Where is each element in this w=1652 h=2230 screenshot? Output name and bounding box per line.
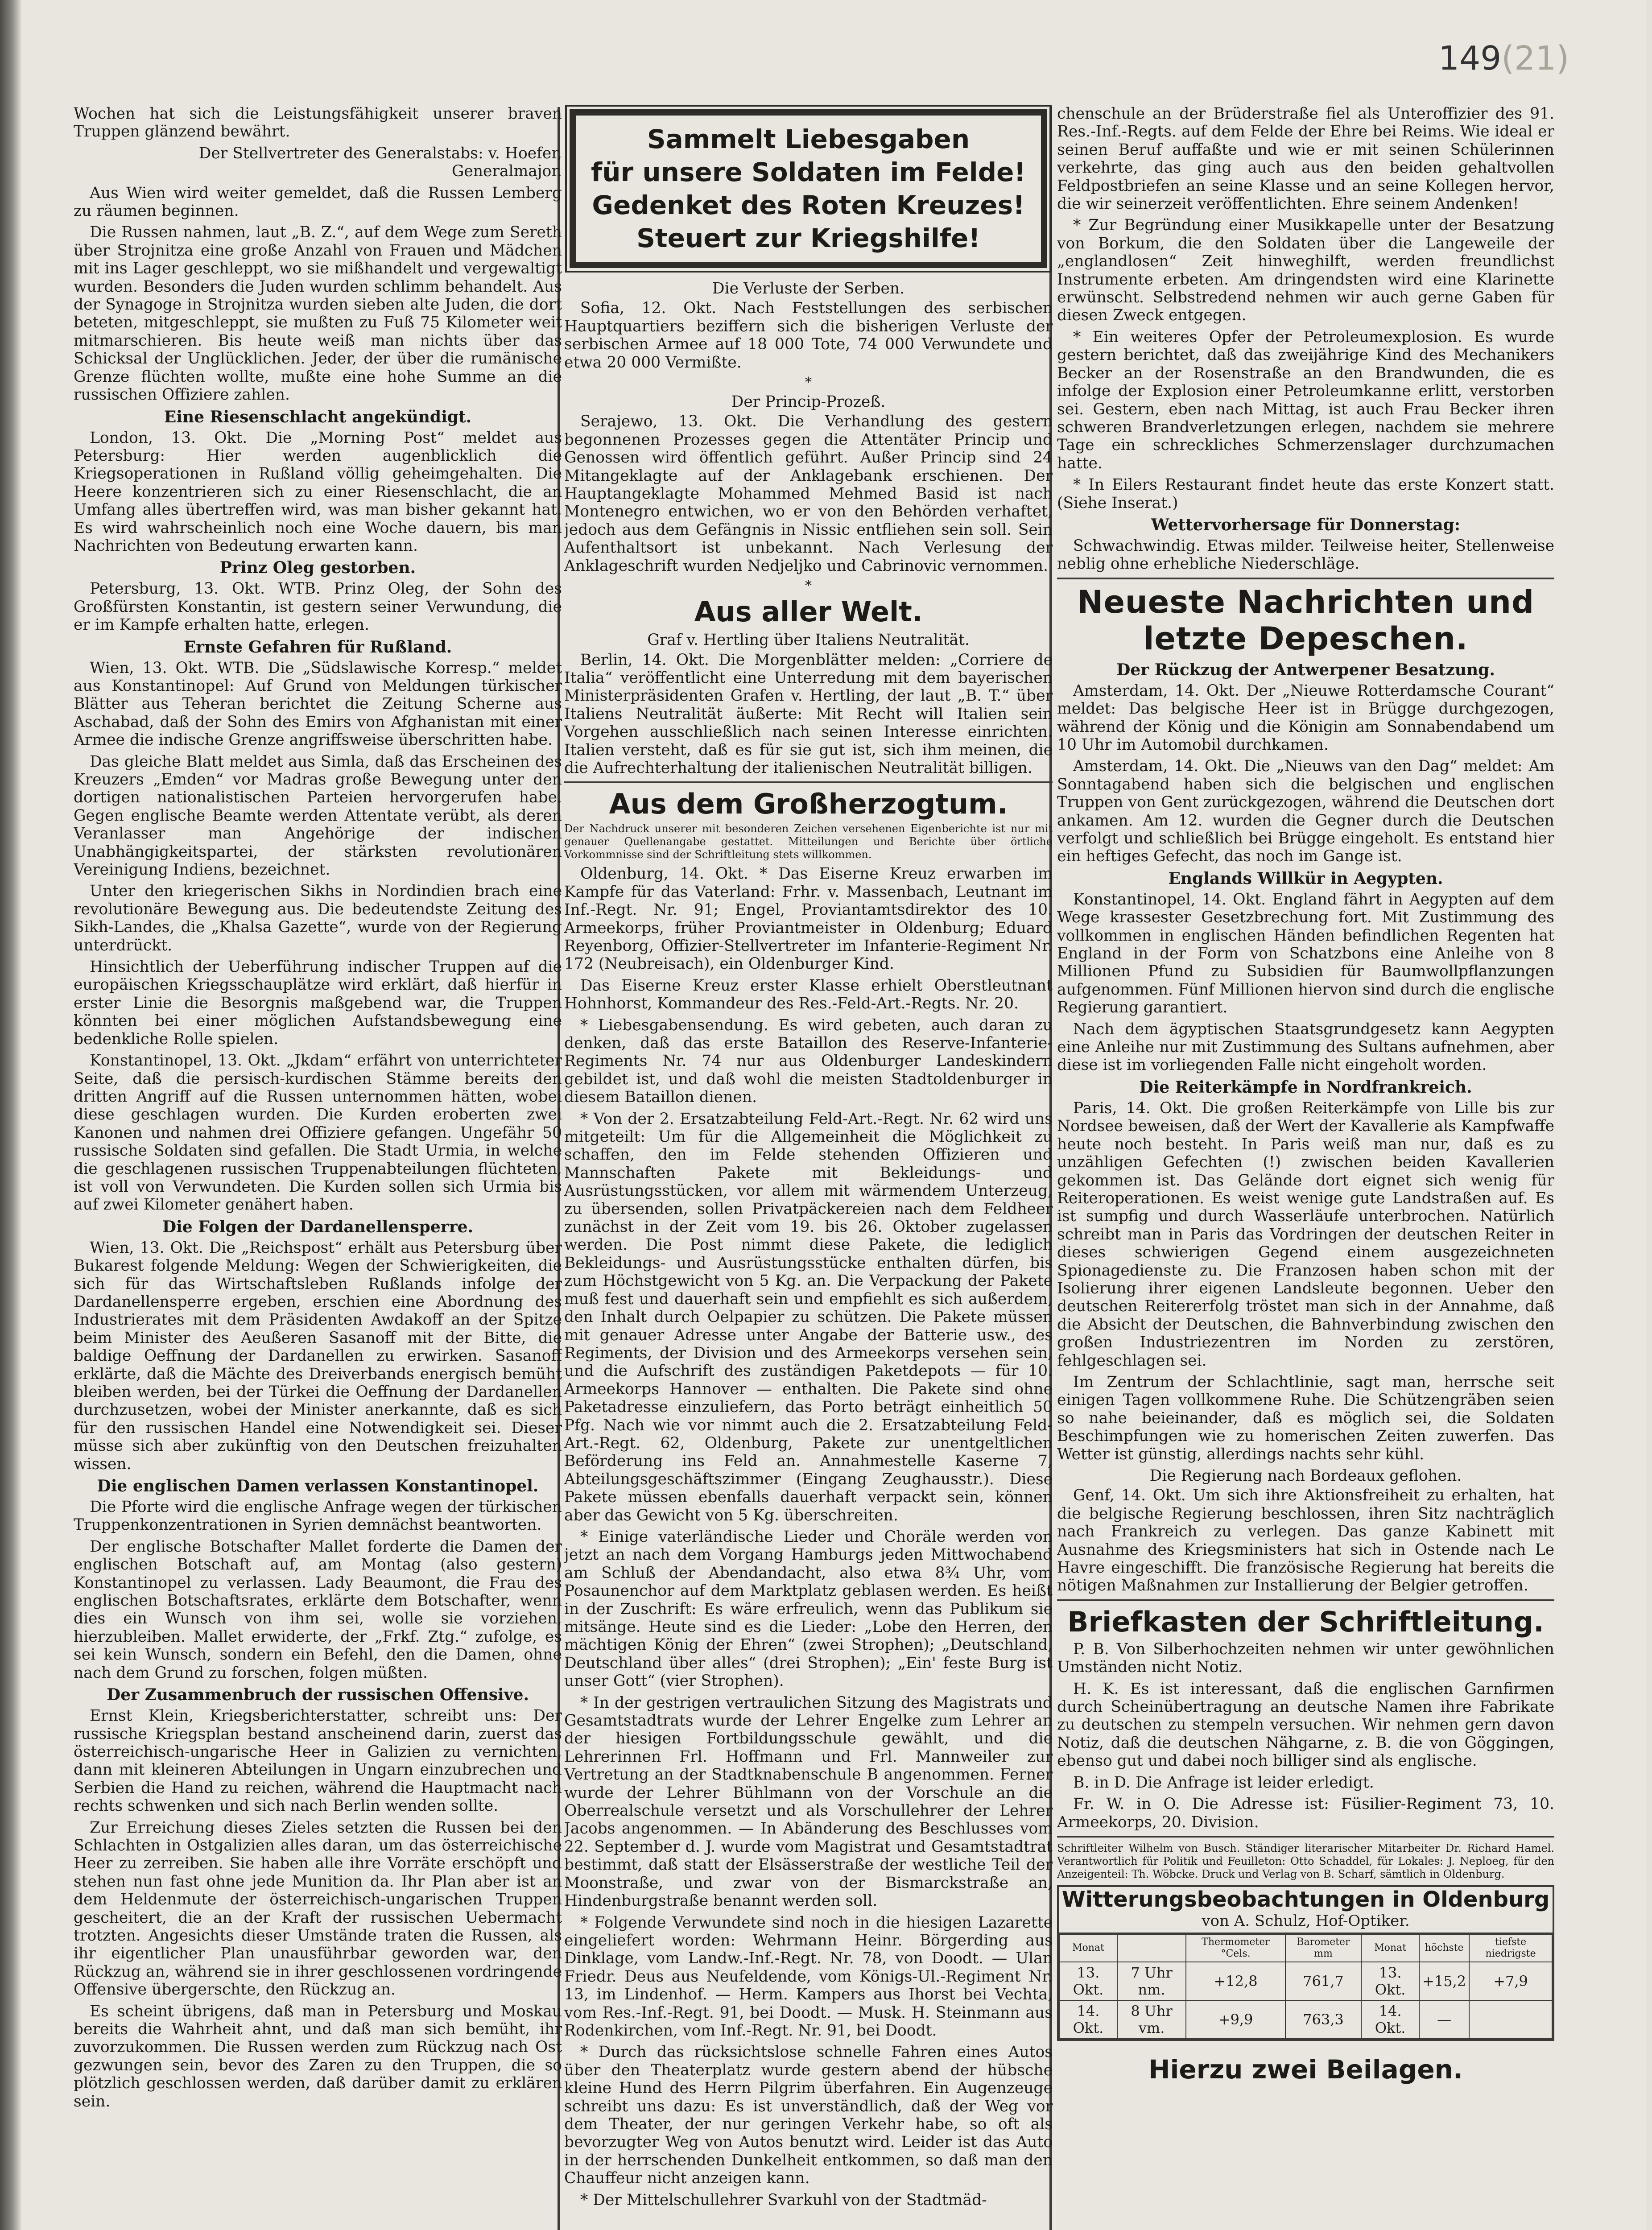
paragraph: B. in D. Die Anfrage ist leider erledigt. (1073, 1773, 1374, 1792)
headline: Die Folgen der Dardanellensperre. (162, 1217, 474, 1236)
headline: Die Regierung nach Bordeaux geflohen. (1149, 1467, 1462, 1485)
paragraph: * Der Mittelschullehrer Svarkuhl von der Stadtmäd- (580, 2191, 987, 2209)
table-cell: 14. Okt. (1059, 2000, 1117, 2039)
paragraph: Petersburg, 13. Okt. WTB. Prinz Oleg, der Sohn des Großfürsten Konstantin, ist gestern seiner Verwundung, die er im Kampfe erhalten hatte, erlegen. (74, 580, 562, 634)
column-1 (74, 105, 562, 2230)
paragraph: Ernst Klein, Kriegsberichterstatter, schreibt uns: Der russische Kriegsplan bestand anscheinend darin, zuerst das österreichisch-ungarische Heer in Galizien zu vernichten, dann mit kleineren Abteilungen in Ungarn einzubrechen und Serbien die Hand zu reichen, während die Hauptmacht nach rechts schwenken und sich nach Berlin wenden sollte. (74, 1707, 562, 1815)
supplement-note: Hierzu zwei Beilagen. (1148, 2054, 1463, 2085)
paragraph: * Durch das rücksichtslose schnelle Fahren eines Autos über den Theaterplatz wurde gestern abend der hübsche kleine Hund des Herrn Pilgrim überfahren. Ein Augenzeuge schreibt uns dazu: Es ist unverständlich, daß der Weg vor dem Theater, der nur geringen Verkehr habe, so oft als bevorzugter Weg von Autos benutzt wird. Leider ist das Auto in der herrschenden Dunkelheit entkommen, so daß man den Chauffeur nicht anzeigen kann. (564, 2043, 1053, 2188)
headline: Der Princip-Prozeß. (731, 393, 886, 411)
column-3 (1057, 105, 1554, 2230)
paragraph: Hinsichtlich der Ueberführung indischer Truppen auf die europäischen Kriegsschauplätze wird erklärt, daß hierfür in erster Linie die Besorgnis maßgebend war, die Truppen könnten bei einer möglichen Aufstandsbewegung eine bedenkliche Rolle spielen. (74, 958, 562, 1048)
weather-table-title: Witterungsbeobachtungen in Oldenburg (1061, 1887, 1550, 1912)
paragraph: Paris, 14. Okt. Die großen Reiterkämpfe von Lille bis zur Nordsee beweisen, daß der Wert der Kavallerie als Kampfwaffe heute noch besteht. In Paris weiß man nur, daß es zu unzähligen Gefechten (!) zwischen beiden Kavallerien gekommen ist. Das Gelände dort eignet sich wenig für Reiteroperationen. Es weist wenige gute Landstraßen auf. Es ist sumpfig und durch Wasserläufe unterbrochen. Natürlich schreibt man in Paris das Vordringen der deutschen Reiter in dieses schwierigen Gegend einem ausgezeichneten Spionagedienste zu. Die Franzosen haben schon mit der Isolierung ihrer eigenen Landsleute begonnen. Ueber den deutschen Reitererfolg tröstet man sich in der Annahme, daß die Absicht der Deutschen, die Bahnverbindung zwischen den großen Industriezentren im Norden zu zerstören, fehlgeschlagen sei. (1057, 1099, 1554, 1370)
paragraph: Nach dem ägyptischen Staatsgrundgesetz kann Aegypten eine Anleihe nur mit Zustimmung des Sultans aufnehmen, aber diese ist im vorliegenden Falle nicht eingeholt worden. (1057, 1020, 1554, 1074)
table-cell: +15,2 (1419, 1962, 1469, 2000)
table-header: Thermometer °Cels. (1186, 1934, 1285, 1962)
headline: Die Verluste der Serben. (712, 280, 905, 297)
paragraph: Amsterdam, 14. Okt. Die „Nieuws van den Dag“ meldet: Am Sonntagabend haben sich die belgischen und englischen Truppen von Gent zurückgezogen, während die Deutschen dort ankamen. Am 12. wurden die Gegner durch die Deutschen verfolgt und schließlich bei Brügge eingeholt. Es entstand hier ein heftiges Gefecht, das noch im Gange ist. (1057, 757, 1554, 866)
paragraph: Serajewo, 13. Okt. Die Verhandlung des gestern begonnenen Prozesses gegen die Attentäter Princip und Genossen wird öffentlich geführt. Außer Princip sind 24 Mitangeklagte auf der Anklagebank erschienen. Der Hauptangeklagte Mohammed Mehmed Basid ist nach Montenegro entwichen, wo er von den Behörden verhaftet, jedoch aus dem Gefängnis in Nissic entfliehen sein soll. Sein Aufenthaltsort ist unbekannt. Nach Verlesung der Anklageschrift wurden Nedjeljko und Cabrinovic vernommen. (564, 413, 1053, 575)
signature: Der Stellvertreter des Generalstabs: v. Hoefer, Generalmajor. (198, 144, 562, 181)
table-header: Monat (1059, 1934, 1117, 1962)
table-header: tiefste niedrigste (1469, 1934, 1552, 1962)
paragraph: Zur Erreichung dieses Zieles setzten die Russen bei den Schlachten in Ostgalizien alles daran, um das österreichische Heer zu zerreiben. Sie haben alle ihre Vorräte erschöpft und stehen nun fast ohne jede Munition da. Ihr Plan aber ist an dem Heldenmute der österreichisch-ungarischen Truppen gescheitert, die an der Kraft der russischen Uebermacht trotzten. Angesichts dieser Umstände traten die Russen, als ihr eigentlicher Plan unausführbar geworden war, den Rückzug an, während sie in ihrer geschlossenen vordringende Offensive übergerschte, den Rückzug an. (74, 1818, 562, 1999)
appeal-line: Gedenket des Roten Kreuzes! (592, 190, 1025, 220)
section-title: Briefkasten der Schriftleitung. (1067, 1605, 1544, 1638)
section-title: Aus aller Welt. (694, 595, 923, 628)
reprint-note: Der Nachdruck unserer mit besonderen Zeichen versehenen Eigenberichte ist nur mit genauer Quellenangabe gestattet. Mitteilungen und Berichte über örtliche Vorkommnisse sind der Schriftleitung stets willkommen. (564, 822, 1053, 861)
paragraph: * In Eilers Restaurant findet heute das erste Konzert statt. (Siehe Inserat.) (1057, 476, 1554, 512)
weather-observations (1057, 1885, 1554, 2041)
appeal-line: für unsere Soldaten im Felde! (591, 157, 1026, 187)
column-2 (564, 105, 1053, 2230)
paragraph: Das Eiserne Kreuz erster Klasse erhielt Oberstleutnant Hohnhorst, Kommandeur des Res.-Feld-Art.-Regts. Nr. 20. (564, 976, 1053, 1013)
table-cell: 13. Okt. (1059, 1962, 1117, 2000)
weather-table-subtitle: von A. Schulz, Hof-Optiker. (1059, 1912, 1553, 1934)
headline: Der Rückzug der Antwerpener Besatzung. (1116, 660, 1495, 679)
page-binding-edge (0, 0, 21, 2230)
paragraph: Der englische Botschafter Mallet forderte die Damen der englischen Botschaft auf, am Montag (also gestern) Konstantinopel zu verlassen. Lady Beaumont, die Frau des englischen Botschaftsrates, erklärte dem Botschafter, wenn dies ein Wunsch von ihm sei, wolle sie vorziehen, hierzubleiben. Mallet erwiderte, der „Frkf. Ztg.“ zufolge, es sei kein Wunsch, sondern ein Befehl, den die Damen, ohne nach dem Grund zu forschen, folgen müßten. (74, 1537, 562, 1682)
table-header (1117, 1934, 1186, 1962)
table-header: Barometer mm (1285, 1934, 1361, 1962)
table-row (1059, 2000, 1552, 2039)
page-number-value: 149 (1438, 39, 1502, 78)
paragraph: London, 13. Okt. Die „Morning Post“ meldet aus Petersburg: Hier werden augenblicklich die Kriegsoperationen in Rußland völlig geheimgehalten. Die Heere konzentrieren sich zu einer Riesenschlacht, die an Umfang alles übertreffen wird, was man bisher gekannt hat. Es wird wahrscheinlich noch eine Woche dauern, bis man Nachrichten von Bedeutung erwarten kann. (74, 429, 562, 555)
divider (1057, 1599, 1554, 1601)
paragraph: Die Russen nahmen, laut „B. Z.“, auf dem Wege zum Sereth über Strojnitza eine große Anzahl von Frauen und Mädchen mit ins Lager geschleppt, wo sie mißhandelt und vergewaltigt wurden. Besonders die Juden wurden schlimm behandelt. Aus der Synagoge in Strojnitza wurden sieben alte Juden, die dort beteten, mitgeschleppt, sie mußten zu Fuß 75 Kilometer weit mitmarschieren. Bis heute weiß man nichts über das Schicksal der Unglücklichen. Jeder, der über die rumänische Grenze flüchten wollte, mußte eine hohe Summe an die russischen Offiziere zahlen. (74, 223, 562, 404)
divider (1057, 1836, 1554, 1838)
paragraph: Amsterdam, 14. Okt. Der „Nieuwe Rotterdamsche Courant“ meldet: Das belgische Heer ist in Brügge durchgezogen, während der König und die Königin am Sonnabendabend um 10 Uhr im Automobil durchkamen. (1057, 681, 1554, 754)
paragraph: Im Zentrum der Schlachtlinie, sagt man, herrsche seit einigen Tagen vollkommene Ruhe. Die Schützengräben seien so nahe beieinander, daß es möglich sei, die Soldaten Beschimpfungen wie zu homerischen Zeiten zuwerfen. Das Wetter ist günstig, allerdings nachts sehr kühl. (1057, 1373, 1554, 1463)
paragraph: * Ein weiteres Opfer der Petroleumexplosion. Es wurde gestern berichtet, daß das zweijährige Kind des Mechanikers Becker an der Rosenstraße an den Brandwunden, die es infolge der Explosion einer Petroleumkanne erlitt, verstorben sei. Gestern, eben nach Mittag, ist auch Frau Becker ihren schweren Brandverletzungen erlegen, nachdem sie mehrere Tage ein schreckliches Schmerzenslager durchzumachen hatte. (1057, 328, 1554, 472)
paragraph: Wien, 13. Okt. WTB. Die „Südslawische Korresp.“ meldet aus Konstantinopel: Auf Grund von Meldungen türkischer Blätter aus Teheran berichtet die Zeitung Scherne aus Aschabad, daß der Sohn des Emirs von Afghanistan mit einer Armee die indische Grenze angriffsweise überschritten habe. (74, 659, 562, 749)
weather-forecast: Schwachwindig. Etwas milder. Teilweise heiter, Stellenweise neblig ohne erhebliche Niederschläge. (1057, 537, 1554, 573)
table-cell (1469, 2000, 1552, 2039)
page-number-faint: (21) (1501, 39, 1569, 78)
table-cell: +12,8 (1186, 1962, 1285, 2000)
paragraph: Oldenburg, 14. Okt. * Das Eiserne Kreuz erwarben im Kampfe für das Vaterland: Frhr. v. Massenbach, Leutnant im Inf.-Regt. Nr. 91; Engel, Proviantamtsdirektor des 10. Armeekorps, früher Proviantmeister in Oldenburg; Eduard Reyenborg, Offizier-Stellvertreter im Infanterie-Regiment Nr. 172 (Neubreisach), ein Oldenburger Kind. (564, 865, 1053, 973)
section-title: Aus dem Großherzogtum. (609, 788, 1008, 821)
divider (564, 781, 1053, 783)
weather-table (1059, 1934, 1553, 2039)
appeal-line: Sammelt Liebesgaben (647, 124, 970, 154)
paragraph: Sofia, 12. Okt. Nach Feststellungen des serbischen Hauptquartiers beziffern sich die bisherigen Verluste der serbischen Armee auf 18 000 Tote, 74 000 Verwundete und etwa 20 000 Vermißte. (564, 299, 1053, 372)
paragraph: chenschule an der Brüderstraße fiel als Unteroffizier des 91. Res.-Inf.-Regts. auf dem Felde der Ehre bei Reims. Wie ideal er seinen Beruf auffaßte und wie er mit seinen Schülerinnen verkehrte, das ging auch aus den beiden gehaltvollen Feldpostbriefen an seine Klasse und an seine Kollegen hervor, die wir seinerzeit veröffentlichten. Ehre seinem Andenken! (1057, 105, 1554, 213)
table-header: Monat (1361, 1934, 1419, 1962)
section-title: Neueste Nachrichten und letzte Depeschen. (1077, 583, 1535, 657)
table-cell: 14. Okt. (1361, 2000, 1419, 2039)
paragraph: * Zur Begründung einer Musikkapelle unter der Besatzung von Borkum, die den Soldaten über die Langeweile der „englandlosen“ Zeit hinweghilft, werden freundlichst Instrumente erbeten. Am dringendsten wird eine Klarinette erwünscht. Selbstredend nehmen wir auch gerne Gaben für diesen Zweck entgegen. (1057, 216, 1554, 325)
paragraph: Konstantinopel, 13. Okt. „Jkdam“ erfährt von unterrichteter Seite, daß die persisch-kurdischen Stämme bereits den dritten Angriff auf die Russen unternommen hätten, wobei diese geschlagen wurden. Die Kurden eroberten zwei Kanonen und nahmen drei Offiziere gefangen. Ungefähr 50 russische Soldaten sind gefallen. Die Stadt Urmia, in welche die geschlagenen russischen Truppenabteilungen flüchteten, ist voll von Verwundeten. Die Kurden sollen sich Urmia bis auf zwei Kilometer genähert haben. (74, 1052, 562, 1214)
headline: Der Zusammenbruch der russischen Offensive. (106, 1685, 529, 1705)
paragraph: Wien, 13. Okt. Die „Reichspost“ erhält aus Petersburg über Bukarest folgende Meldung: Wegen der Schwierigkeiten, die sich für das Wirtschaftsleben Rußlands infolge der Dardanellensperre ergeben, erschien eine Abordnung des Industrierates mit dem Präsidenten Awdakoff an der Spitze beim Minister des Aeußeren Sasanoff mit der Bitte, die baldige Oeffnung der Dardanellen zu erwirken. Sasanoff erklärte, daß die Mächte des Dreiverbands energisch bemüht bleiben werden, bei der Türkei die Oeffnung der Dardanellen durchzusetzen, wobei der Minister anerkannte, daß es sich für den russischen Handel eine Notwendigkeit sei. Dieser müsse sich aber zukünftig von den Deutschen freizuhalten wissen. (74, 1239, 562, 1473)
paragraph: * Einige vaterländische Lieder und Choräle werden von jetzt an nach dem Vorgang Hamburgs jeden Mittwochabend am Schluß der Abendandacht, also etwa 8¾ Uhr, vom Posaunenchor auf dem Marktplatz geblasen werden. Es heißt in der Zuschrift: Es wäre erfreulich, wenn das Publikum sie mitsänge. Heute sind es die Lieder: „Lobe den Herren, den mächtigen König der Ehren“ (zwei Strophen); „Deutschland, Deutschland über alles“ (drei Strophen); „Ein' feste Burg ist unser Gott“ (vier Strophen). (564, 1528, 1053, 1690)
table-header: höchste (1419, 1934, 1469, 1962)
separator-star: * (805, 375, 812, 391)
paragraph: Berlin, 14. Okt. Die Morgenblätter melden: „Corriere de Italia“ veröffentlicht eine Unterredung mit dem bayerischen Ministerpräsidenten Grafen v. Hertling, der laut „B. T.“ über Italiens Neutralität äußerte: Mit Recht will Italien sein Vorgehen ausschließlich nach seinen Interesse einrichten. Italien versteht, daß es für sie gut ist, sich ihm meinen, die die Aufrechterhaltung der italienischen Neutralität billigen. (564, 651, 1053, 777)
paragraph: Fr. W. in O. Die Adresse ist: Füsilier-Regiment 73, 10. Armeekorps, 20. Division. (1057, 1795, 1554, 1831)
appeal-line: Steuert zur Kriegshilfe! (636, 223, 980, 253)
headline: Englands Willkür in Aegypten. (1168, 869, 1443, 888)
paragraph: H. K. Es ist interessant, daß die englischen Garnfirmen durch Scheinübertragung an deutsche Namen ihre Fabrikate zu deutschen zu stempeln versuchen. Wir nehmen gern davon Notiz, daß die deutschen Nähgarne, z. B. die von Göggingen, ebenso gut und dabei noch billiger sind als englische. (1057, 1680, 1554, 1770)
headline: Ernste Gefahren für Rußland. (183, 637, 452, 657)
paragraph: Es scheint übrigens, daß man in Petersburg und Moskau bereits die Wahrheit ahnt, und daß man sich bemüht, ihr zuvorzukommen. Die Russen werden zum Rückzug nach Ost gezwungen sein, bevor des Zaren zu den Truppen, die so plötzlich geschlossen werden, daß darüber damit zu erklären sein. (74, 2002, 562, 2110)
table-cell: 7 Uhr nm. (1117, 1962, 1186, 2000)
headline: Graf v. Hertling über Italiens Neutralität. (647, 631, 970, 649)
paragraph: * Von der 2. Ersatzabteilung Feld-Art.-Regt. Nr. 62 wird uns mitgeteilt: Um für die Allgemeinheit die Möglichkeit zu schaffen, den im Felde stehenden Offizieren und Mannschaften Pakete mit Bekleidungs- und Ausrüstungsstücken, vor allem mit wärmendem Unterzeug, zu übersenden, sollen Privatpäckereien nach dem Feldheer zunächst in der Zeit vom 19. bis 26. Oktober zugelassen werden. Die Post nimmt diese Pakete, die lediglich Bekleidungs- und Ausrüstungsstücke enthalten dürfen, bis zum Höchstgewicht von 5 Kg. an. Die Verpackung der Pakete muß fest und dauerhaft sein und empfiehlt es sich außerdem, den Inhalt durch Oelpapier zu schützen. Die Pakete müssen mit genauer Adresse unter Angabe der Batterie usw., des Regiments, der Division und des Armeekorps versehen sein, und die Aufschrift des zuständigen Paketdepots — für 10. Armeekorps Hannover — enthalten. Die Pakete sind ohne Paketadresse einzuliefern, das Porto beträgt einheitlich 50 Pfg. Nach wie vor nimmt auch die 2. Ersatzabteilung Feld-Art.-Regt. 62, Oldenburg, Pakete zur unentgeltlichen Beförderung ins Feld an. Annahmestelle Kaserne 7, Abteilungsgeschäftszimmer (Eingang Zeughausstr.). Diese Pakete müssen ebenfalls dauerhaft verpackt sein, können aber das Gewicht von 5 Kg. überschreiten. (564, 1110, 1053, 1524)
table-cell: 8 Uhr vm. (1117, 2000, 1186, 2039)
paragraph: Aus Wien wird weiter gemeldet, daß die Russen Lemberg zu räumen beginnen. (74, 184, 562, 220)
table-cell: 13. Okt. (1361, 1962, 1419, 2000)
headline: Prinz Oleg gestorben. (219, 558, 416, 578)
separator-star: * (805, 578, 812, 594)
divider (1057, 578, 1554, 579)
table-cell: 761,7 (1285, 1962, 1361, 2000)
table-row (1059, 1962, 1552, 2000)
paragraph: Konstantinopel, 14. Okt. England fährt in Aegypten auf dem Wege krassester Gesetzbrechung fort. Mit Zustimmung des vollkommen in englischen Händen befindlichen Regenten hat England in der Form von Schatzbons eine Anleihe von 8 Millionen Pfund zu Subsidien für Baumwollpflanzungen aufgenommen. Fünf Millionen hiervon sind durch die englische Regierung garantiert. (1057, 890, 1554, 1017)
paragraph: Genf, 14. Okt. Um sich ihre Aktionsfreiheit zu erhalten, hat die belgische Regierung beschlossen, ihren Sitz nachträglich nach Frankreich zu verlegen. Das ganze Kabinett mit Ausnahme des Kriegsministers hat sich in Ostende nach Le Havre eingeschifft. Die französische Regierung hat bereits die nötigen Maßnahmen zur Installierung der Belgier getroffen. (1057, 1487, 1554, 1595)
headline: Die englischen Damen verlassen Konstantinopel. (97, 1477, 539, 1496)
paragraph: * Liebesgabensendung. Es wird gebeten, auch daran zu denken, daß das erste Bataillon des Reserve-Infanterie-Regiments Nr. 74 nur aus Oldenburger Landeskindern gebildet ist, und daß wohl die meisten Stadtoldenburger in diesem Bataillon dienen. (564, 1016, 1053, 1107)
table-cell: — (1419, 2000, 1469, 2039)
headline: Die Reiterkämpfe in Nordfrankreich. (1139, 1078, 1472, 1097)
paragraph: Wochen hat sich die Leistungsfähigkeit unserer braven Truppen glänzend bewährt. (74, 105, 562, 141)
paragraph: Das gleiche Blatt meldet aus Simla, daß das Erscheinen des Kreuzers „Emden“ vor Madras große Bewegung unter den dortigen nationalistischen Parteien hervorgerufen habe. Gegen englische Beamte werden Attentate verübt, als deren Veranlasser man Angehörige der indischen Unabhängigkeitspartei, der stärksten revolutionären Vereinigung Indiens, bezeichnet. (74, 752, 562, 879)
paragraph: P. B. Von Silberhochzeiten nehmen wir unter gewöhnlichen Umständen nicht Notiz. (1057, 1640, 1554, 1677)
table-cell: +7,9 (1469, 1962, 1552, 2000)
paragraph: * Folgende Verwundete sind noch in die hiesigen Lazarette eingeliefert worden: Wehrmann Heinr. Börgerding aus Dinklage, vom Landw.-Inf.-Regt. Nr. 78, von Doodt. — Ulan Friedr. Deus aus Neufeldende, vom Königs-Ul.-Regiment Nr. 13, im Lindenhof. — Herm. Kampers aus Ihorst bei Vechta, vom Res.-Inf.-Regt. 91, bei Doodt. — Musk. H. Steinmann aus Rodenkirchen, vom Inf.-Regt. Nr. 91, bei Doodt. (564, 1913, 1053, 2040)
table-cell: +9,9 (1186, 2000, 1285, 2039)
headline: Wettervorhersage für Donnerstag: (1151, 515, 1460, 534)
imprint: Schriftleiter Wilhelm von Busch. Ständiger literarischer Mitarbeiter Dr. Richard Hamel. Verantwortlich für Politik und Feuilleton: Otto Schaddel, für Lokales: J. Neploeg, für den Anzeigenteil: Th. Wöbcke. Druck und Verlag von B. Scharf, sämtlich in Oldenburg. (1057, 1842, 1554, 1880)
paragraph: Unter den kriegerischen Sikhs in Nordindien brach eine revolutionäre Bewegung aus. Die bedeutendste Zeitung des Sikh-Landes, die „Khalsa Gazette“, wurde von der Regierung unterdrückt. (74, 882, 562, 954)
paragraph: Die Pforte wird die englische Anfrage wegen der türkischen Truppenkonzentrationen in Syrien demnächst beantworten. (74, 1498, 562, 1534)
headline: Eine Riesenschlacht angekündigt. (164, 407, 472, 426)
paragraph: * In der gestrigen vertraulichen Sitzung des Magistrats und Gesamtstadtrats wurde der Lehrer Engelke zum Lehrer an der hiesigen Fortbildungsschule gewählt, und die Lehrerinnen Frl. Hoffmann und Frl. Mannweiler zur Vertretung an der Stadtknabenschule B angenommen. Ferner wurde der Lehrer Bühlmann von der Vorschule an die Oberrealschule versetzt und als Vorschullehrer der Lehrer Jacobs angenommen. — In Abänderung des Beschlusses vom 22. September d. J. wurde vom Magistrat und Gesamtstadtrat bestimmt, daß statt der Elsässerstraße der westliche Teil der Moonstraße, und zwar von der Bismarckstraße an, Hindenburgstraße benannt werden soll. (564, 1693, 1053, 1910)
page-number (1438, 39, 1569, 78)
appeal-box (570, 109, 1047, 268)
table-cell: 763,3 (1285, 2000, 1361, 2039)
